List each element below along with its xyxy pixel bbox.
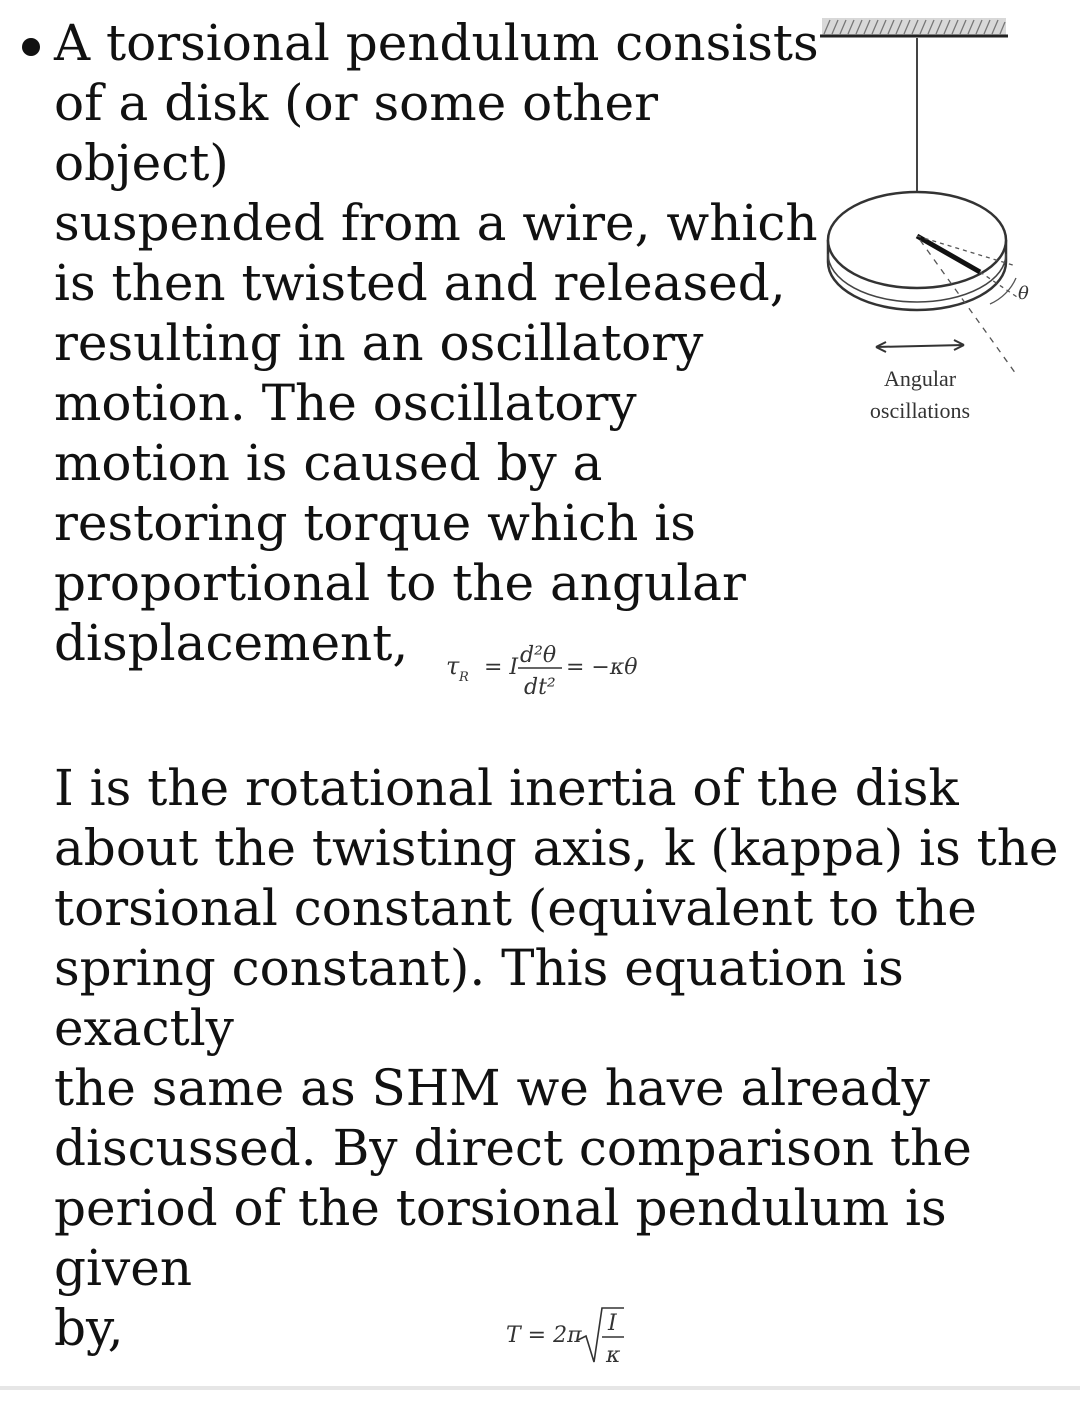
- period-lhs: T = 2π: [506, 1323, 582, 1348]
- second-derivative-numerator: d²θ: [520, 643, 557, 668]
- intro-paragraph: A torsional pendulum consists of a disk (or some other object) suspended from a wire, which is then twisted and released, resulting in an oscillatory motion. The oscillatory motion is caused by a restoring torque which is proportional to the angular displacement,: [54, 14, 819, 672]
- oscillation-arrow: [876, 340, 964, 352]
- pendulum-figure: [820, 14, 1029, 434]
- bullet-point: [22, 38, 40, 56]
- kappa-denominator: κ: [606, 1343, 621, 1368]
- bottom-divider: [0, 1386, 1080, 1390]
- period-equation: [506, 1300, 636, 1379]
- torsional-pendulum-diagram: [820, 14, 1029, 438]
- restoring-term: = −κθ: [566, 655, 638, 680]
- torque-symbol: τ: [446, 652, 460, 680]
- theta-label: θ: [1018, 283, 1029, 304]
- torque-equation-svg: [446, 632, 646, 702]
- disk: [828, 192, 1006, 310]
- torque-subscript: R: [459, 670, 469, 685]
- inertia-numerator: I: [608, 1311, 617, 1336]
- period-equation-svg: [506, 1300, 636, 1375]
- angular-label: Angular: [883, 366, 957, 391]
- equals-inertia: = I: [484, 655, 519, 680]
- explanation-paragraph: I is the rotational inertia of the disk about the twisting axis, k (kappa) is the torsional constant (equivalent to the spring constant). This equation is exactly the same as SHM we have already discussed. By direct comparison the period of the torsional pendulum is given by,: [54, 759, 1059, 1357]
- second-derivative-denominator: dt²: [524, 675, 556, 700]
- torque-equation: [446, 632, 646, 706]
- ceiling-support: [820, 18, 1008, 36]
- oscillations-label: oscillations: [869, 398, 971, 423]
